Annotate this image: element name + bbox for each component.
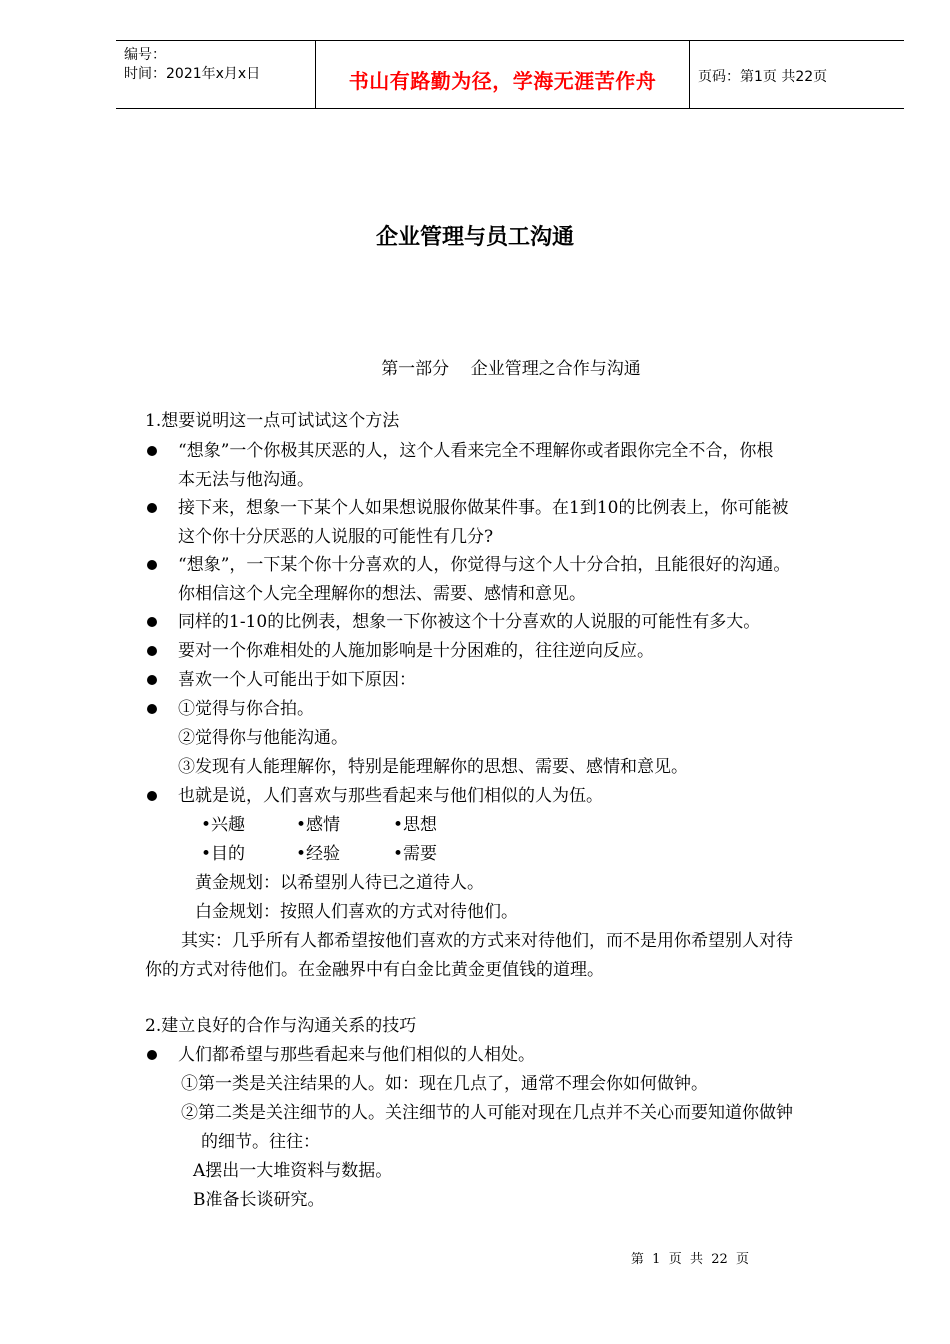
part-heading: 第一部分 企业管理之合作与沟通 <box>381 359 641 379</box>
s1-bullet2-line1: 接下来，想象一下某个人如果想说服你做某件事。在1到10的比例表上，你可能被 <box>178 498 789 518</box>
bullet-dot <box>147 675 157 685</box>
s1-reason3: ③发现有人能理解你，特别是能理解你的思想、需要、感情和意见。 <box>178 757 688 777</box>
bullet-dot <box>147 446 157 456</box>
platinum-rule: 白金规划：按照人们喜欢的方式对待他们。 <box>195 902 518 922</box>
s1-bullet6: 喜欢一个人可能出于如下原因： <box>178 670 416 690</box>
s1-reason2: ②觉得你与他能沟通。 <box>178 728 348 748</box>
document-title: 企业管理与员工沟通 <box>375 225 574 250</box>
time-label: 时间：2021年x月x日 <box>124 66 261 82</box>
s2-type2-line2: 的细节。往往： <box>201 1132 320 1152</box>
s1-bullet5: 要对一个你难相处的人施加影响是十分困难的，往往逆向反应。 <box>178 641 654 661</box>
bullet-dot <box>147 1050 157 1060</box>
page-footer: 第 1 页 共 22 页 <box>630 1252 750 1267</box>
s1-bullet3-line1: “想象”，一下某个你十分喜欢的人，你觉得与这个人十分合拍，且能很好的沟通。 <box>178 555 791 575</box>
header-meta-cell <box>116 41 314 108</box>
conclusion-line2: 你的方式对待他们。在金融界中有白金比黄金更值钱的道理。 <box>145 960 604 980</box>
document-header <box>116 40 904 109</box>
trait-item: •思想 <box>393 815 438 835</box>
page-info: 页码：第1页 共22页 <box>698 69 828 85</box>
trait-item: •经验 <box>296 844 341 864</box>
bullet-dot <box>147 704 157 714</box>
s1-bullet8: 也就是说，人们喜欢与那些看起来与他们相似的人为伍。 <box>178 786 603 806</box>
s1-bullet2-line2: 这个你十分厌恶的人说服的可能性有几分? <box>178 527 494 547</box>
motto: 书山有路勤为径，学海无涯苦作舟 <box>348 69 657 93</box>
bullet-dot <box>147 791 157 801</box>
s1-bullet1-line1: “想象”一个你极其厌恶的人，这个人看来完全不理解你或者跟你完全不合，你根 <box>178 441 774 461</box>
number-label: 编号： <box>124 47 166 63</box>
conclusion-line1: 其实：几乎所有人都希望按他们喜欢的方式来对待他们，而不是用你希望别人对待 <box>181 931 793 951</box>
bullet-dot <box>147 617 157 627</box>
s1-bullet4: 同样的1-10的比例表，想象一下你被这个十分喜欢的人说服的可能性有多大。 <box>178 612 761 632</box>
s2-type1: ①第一类是关注结果的人。如：现在几点了，通常不理会你如何做钟。 <box>181 1074 708 1094</box>
trait-item: •兴趣 <box>201 815 246 835</box>
trait-item: •需要 <box>393 844 438 864</box>
section1-heading: 1.想要说明这一点可试试这个方法 <box>145 411 400 431</box>
s2-point-b: B准备长谈研究。 <box>193 1190 325 1210</box>
header-page-cell <box>690 41 904 108</box>
s2-point-a: A摆出一大堆资料与数据。 <box>193 1161 393 1181</box>
trait-item: •目的 <box>201 844 246 864</box>
section2-heading: 2.建立良好的合作与沟通关系的技巧 <box>145 1016 417 1036</box>
golden-rule: 黄金规划：以希望别人待已之道待人。 <box>195 873 484 893</box>
s2-bullet1: 人们都希望与那些看起来与他们相似的人相处。 <box>178 1045 535 1065</box>
trait-item: •感情 <box>296 815 341 835</box>
bullet-dot <box>147 503 157 513</box>
s2-type2-line1: ②第二类是关注细节的人。关注细节的人可能对现在几点并不关心而要知道你做钟 <box>181 1103 793 1123</box>
header-motto-cell <box>315 41 690 108</box>
s1-reason1: ①觉得与你合拍。 <box>178 699 314 719</box>
s1-bullet1-line2: 本无法与他沟通。 <box>178 470 314 490</box>
s1-bullet3-line2: 你相信这个人完全理解你的想法、需要、感情和意见。 <box>178 584 586 604</box>
bullet-dot <box>147 646 157 656</box>
bullet-dot <box>147 560 157 570</box>
